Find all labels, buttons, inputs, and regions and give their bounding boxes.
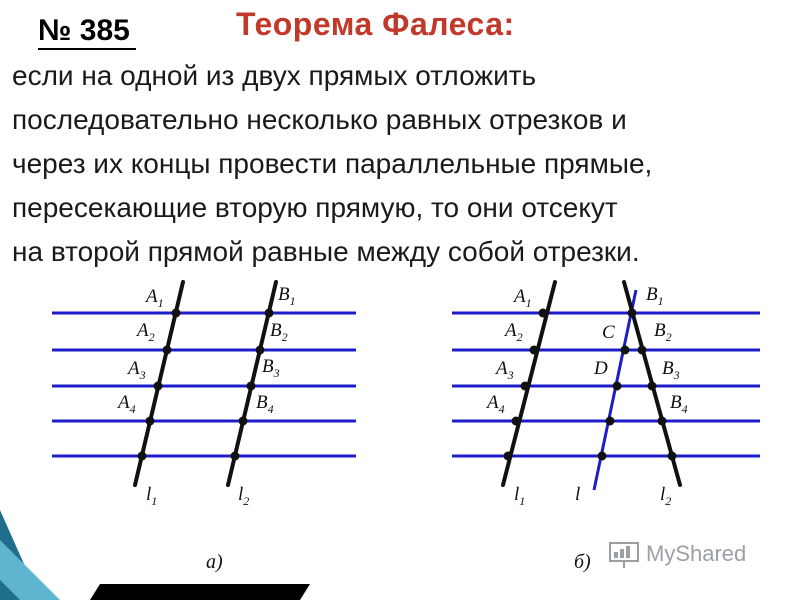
caption-a: а)	[206, 551, 223, 573]
label-b4: $B_4$	[256, 392, 274, 416]
label-a4: $A_4$	[487, 392, 505, 416]
label-a2: $A_2$	[137, 320, 155, 344]
label-l: l	[575, 484, 581, 505]
label-d: D	[594, 358, 608, 379]
label-b1: $B_1$	[278, 284, 296, 308]
label-l2: $l_2$	[238, 484, 250, 508]
theorem-line: если на одной из двух прямых отложить	[12, 60, 537, 91]
theorem-line: пересекающие вторую прямую, то они отсекут	[12, 192, 618, 223]
label-b2: $B_2$	[654, 320, 672, 344]
label-l1: $l_1$	[146, 484, 158, 508]
label-a4: $A_4$	[118, 392, 136, 416]
label-l1: $l_1$	[514, 484, 526, 508]
theorem-line: через их концы провести параллельные прямые,	[12, 148, 653, 179]
label-c: C	[602, 322, 615, 343]
presentation-icon	[608, 541, 642, 569]
label-a1: $A_1$	[514, 286, 532, 310]
label-b4: $B_4$	[670, 392, 688, 416]
watermark-text: MyShared	[646, 541, 747, 566]
label-b2: $B_2$	[270, 320, 288, 344]
label-b3: $B_3$	[262, 356, 280, 380]
problem-number: № 385	[38, 14, 136, 50]
label-b1: $B_1$	[646, 284, 664, 308]
label-l2: $l_2$	[660, 484, 672, 508]
label-a2: $A_2$	[505, 320, 523, 344]
label-a3: $A_3$	[128, 358, 146, 382]
caption-b: б)	[574, 551, 591, 573]
label-a1: $A_1$	[146, 286, 164, 310]
watermark	[606, 541, 776, 571]
slide-title: Теорема Фалеса:	[236, 6, 515, 42]
theorem-line: последовательно несколько равных отрезков и	[12, 104, 627, 135]
label-b3: $B_3$	[662, 358, 680, 382]
label-a3: $A_3$	[496, 358, 514, 382]
theorem-line: на второй прямой равные между собой отрезки.	[12, 236, 640, 267]
